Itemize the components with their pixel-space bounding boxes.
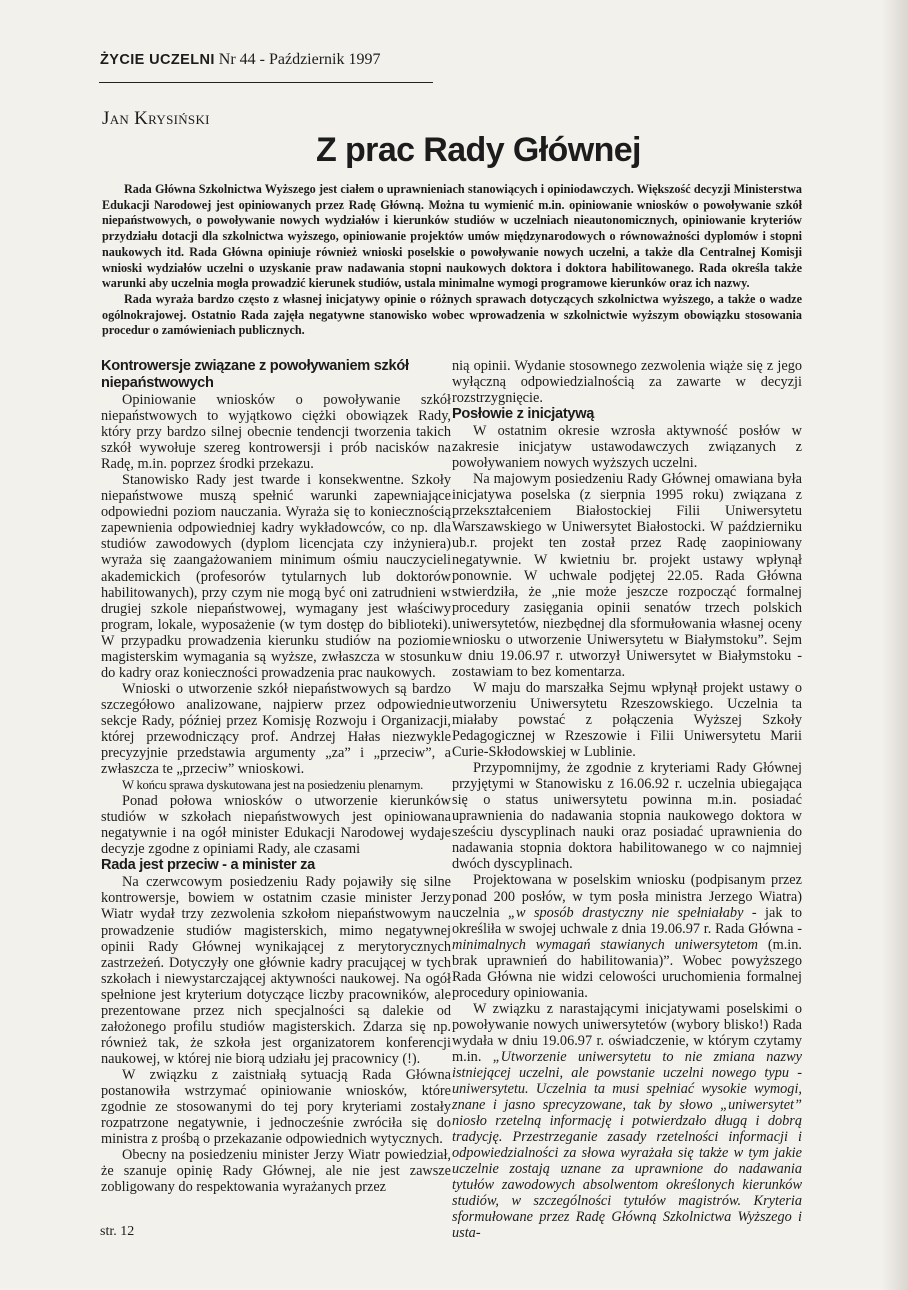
body-paragraph: Ponad połowa wniosków o utworzenie kierunków studiów w szkołach niepaństwowych jest opiniowana negatywnie i na ogół minister Edukacji Narodowej wydaje decyzje zgodne z opiniami Rady, ale czasami (101, 793, 451, 858)
text-run: W związku z narastającymi inicjatywami poselskimi o powoływanie nowych uniwersytetów (wybory blisko!) Rada wydała w dniu 19.06.97 r. oświadczenie, w którym czytamy m.in. (452, 1000, 802, 1065)
header-rule (99, 82, 433, 83)
body-paragraph: W maju do marszałka Sejmu wpłynął projekt ustawy o utworzeniu Uniwersytetu Rzeszowskiego. Uczelnia ta miałaby powstać z połączenia Wyższej Szkoły Pedagogicznej w Rzeszowie i Filii Uniwersytetu Marii Curie-Skłodowskiej w Lublinie. (452, 679, 802, 761)
section-heading: Kontrowersje związane z powoływaniem szkół niepaństwowych (101, 358, 409, 391)
right-column (452, 358, 802, 1242)
quote-run: minimalnych wymagań stawianych uniwersytetom (452, 936, 758, 953)
page-number: str. 12 (100, 1224, 135, 1239)
body-paragraph: Na czerwcowym posiedzeniu Rady pojawiły się silne kontrowersje, bowiem w ostatnim czasie minister Jerzy Wiatr wydał trzy zezwolenia szkołom niepaństwowym na prowadzenie studiów magisterskich, mimo negatywnej opinii Rady Głównej wynikającej z merytorycznych zastrzeżeń. Dotyczyły one głównie kadry pracującej w tych szkołach i niewystarczającej aktywności naukowej. Na ogół spełnione jest kryterium dotyczące liczby pracowników, ale prezentowane przez nich specjalności są dalekie od założonego profilu studiów magisterskich. Zdarza się np. również tak, że szkoła jest organizatorem konferencji naukowej, w której nie biorą udziału jej pracownicy (!). (101, 874, 451, 1067)
body-paragraph: Przypomnijmy, że zgodnie z kryteriami Rady Głównej przyjętymi w Stanowisku z 16.06.92 r. uczelnia ubiegająca się o status uniwersytetu powinna m.in. posiadać uprawnienia do nadawania stopnia naukowego doktora w sześciu dyscyplinach nauki oraz posiadać uprawnienia do nadawania stopnia doktora habilitowanego w co najmniej dwóch dyscyplinach. (452, 760, 802, 873)
lead-paragraph: Rada wyraża bardzo często z własnej inicjatywy opinie o różnych sprawach dotyczących szkolnictwa wyższego, a także o wadze ogólnokrajowej. Ostatnio Rada zajęła negatywne stanowisko wobec wprowadzenia w szkolnictwie wyższym obowiązku stosowania procedur o zamówieniach publicznych. (102, 291, 802, 338)
quote-run: „w sposób drastyczny nie spełniałaby (508, 904, 744, 921)
section-heading: Posłowie z inicjatywą (452, 406, 595, 423)
body-paragraph: Opiniowanie wniosków o powoływanie szkół niepaństwowych to wyjątkowo ciężki obowiązek Rady, który przy bardzo silnej obecnie tendencji tworzenia takich szkół wywołuje szereg kontrowersji i prób nacisków na Radę, m.in. poprzez środki przekazu. (101, 392, 451, 473)
quote-run: „Utworzenie uniwersytetu to nie zmiana nazwy istniejącej uczelni, ale powstanie uczelni nowego typu - uniwersytetu. Uczelnia ta musi spełniać wysokie wymogi, znane i jasno sprecyzowane, tak by słowo „uniwersytet” niosło rzetelną informację i potwierdzało długą i dobrą tradycję. Przestrzeganie zasady rzetelności informacji i odpowiedzialności za słowa wyrażała się także w tym jakie uczelnie zostają uznane za uprawnione do nadawania tytułów zawodowych absolwentom określonych kierunków studiów, w szczególności tytułów magistrów. Kryteria sformułowane przez Radę Główną Szkolnictwa Wyższego i usta- (452, 1048, 802, 1242)
body-paragraph: W ostatnim okresie wzrosła aktywność posłów w zakresie inicjatyw ustawodawczych związanych z powoływaniem nowych wyższych uczelni. (452, 423, 802, 472)
article-author: Jan Krysiński (102, 108, 210, 129)
lead-paragraph: Rada Główna Szkolnictwa Wyższego jest ciałem o uprawnieniach stanowiących i opiniodawczych. Większość decyzji Ministerstwa Edukacji Narodowej jest opiniowanych przez Radę Główną. Można tu wymienić m.in. opiniowanie wniosków o powoływanie szkół niepaństwowych, o powoływanie nowych wydziałów i kierunków studiów w uczelniach nieautonomicznych, opiniowanie kryteriów przydziału dotacji dla szkolnictwa wyższego, opiniowanie projektów umów międzynarodowych o równoważności dyplomów i stopni naukowych itd. Rada Główna opiniuje również wnioski poselskie o powoływanie nowych uczelni, a także dla Centralnej Komisji wnioski wydziałów uczelni o uzyskanie praw nadawania stopni naukowych doktora i doktora habilitowanego. Rada określa także warunki aby uczelnia mogła prowadzić kierunek studiów, ustala minimalne wymogi programowe kierunków oraz ich nazwy. (102, 182, 802, 291)
article-lead (102, 182, 802, 339)
body-paragraph: Na majowym posiedzeniu Rady Głównej omawiana była inicjatywa poselska (z sierpnia 1995 roku) związana z przekształceniem Białostockiej Filii Uniwersytetu Warszawskiego w Uniwersytet Białostocki. W październiku ub.r. projekt ten został przez Radę zaopiniowany negatywnie. W kwietniu br. projekt ustawy wpłynął ponownie. W uchwale podjętej 22.05. Rada Główna stwierdziła, że „nie może jeszcze rozpocząć formalnej procedury zasięgania opinii senatów trzech polskich uniwersytetów, niezbędnej dla sformułowania własnej oceny wniosku o utworzenie Uniwersytetu w Białymstoku”. Sejm w dniu 19.06.97 r. utworzył Uniwersytet w Białymstoku - zostawiam to bez komentarza. (452, 471, 802, 680)
body-paragraph: Wnioski o utworzenie szkół niepaństwowych są bardzo szczegółowo analizowane, najpierw przez odpowiednie sekcje Rady, później przez Komisję Rozwoju i Organizacji, której przewodniczący prof. Andrzej Hałas niezwykle precyzyjnie przedstawia argumenty „za” i „przeciw”, a zwłaszcza te „przeciw” wnioskowi. (101, 680, 451, 778)
body-paragraph: Stanowisko Rady jest twarde i konsekwentne. Szkoły niepaństwowe muszą spełnić warunki zapewniające odpowiedni poziom nauczania. Wyraża się to koniecznością zapewnienia odpowiedniej kadry wykładowców, co np. dla studiów zawodowych (dyplom licencjata czy inżyniera) wyraża się zaangażowaniem minimum ośmiu nauczycieli akademickich (profesorów tytularnych lub doktorów habilitowanych), przy czym nie mogą być oni zatrudnieni w drugiej szkole niepaństwowej, wymagany jest właściwy program, lokale, wyposażenie (w tym dostęp do biblioteki). W przypadku prowadzenia kierunku studiów na poziomie magisterskim wymagania są wyższe, zwłaszcza w stosunku do kadry oraz konieczności prowadzenia prac naukowych. (101, 472, 451, 681)
body-paragraph (452, 1001, 802, 1242)
page-edge-shadow (882, 0, 908, 1290)
issue-info: Nr 44 - Październik 1997 (218, 51, 381, 68)
body-paragraph-small: W końcu sprawa dyskutowana jest na posiedzeniu plenarnym. (122, 778, 424, 793)
article-title: Z prac Rady Głównej (316, 131, 641, 169)
running-head (100, 51, 381, 69)
text-run: Projektowana w poselskim wniosku (podpisanym przez ponad 200 posłów, w tym posła ministra Jerzego Wiatra) uczelnia (452, 872, 802, 921)
publication-name: ŻYCIE UCZELNI (100, 52, 215, 68)
text-run: - jak to określiła w swojej uchwale z dnia 19.06.97 r. Rada Główna - (452, 904, 803, 937)
body-paragraph: nią opinii. Wydanie stosownego zezwolenia wiąże się z jego wyłączną odpowiedzialnością za zawarte w decyzji rozstrzygnięcie. (452, 358, 802, 407)
body-paragraph: Obecny na posiedzeniu minister Jerzy Wiatr powiedział, że szanuje opinię Rady Głównej, ale nie jest zawsze zobligowany do respektowania wyrażanych przez (101, 1147, 451, 1196)
text-run: (m.in. brak uprawnień do habilitowania)”. Wobec powyższego Rada Główna nie widzi celowości uruchomienia formalnej procedury opiniowania. (452, 936, 802, 1001)
section-heading: Rada jest przeciw - a minister za (101, 857, 315, 874)
left-column (101, 358, 451, 1195)
body-paragraph (452, 872, 802, 1000)
body-paragraph: W związku z zaistniałą sytuacją Rada Główna postanowiła wstrzymać opiniowanie wniosków, które zgodnie ze stosowanymi do tej pory kryteriami zostały rozpatrzone negatywnie, i jednocześnie zwróciła się do ministra z prośbą o przekazanie odpowiednich wytycznych. (101, 1066, 451, 1148)
